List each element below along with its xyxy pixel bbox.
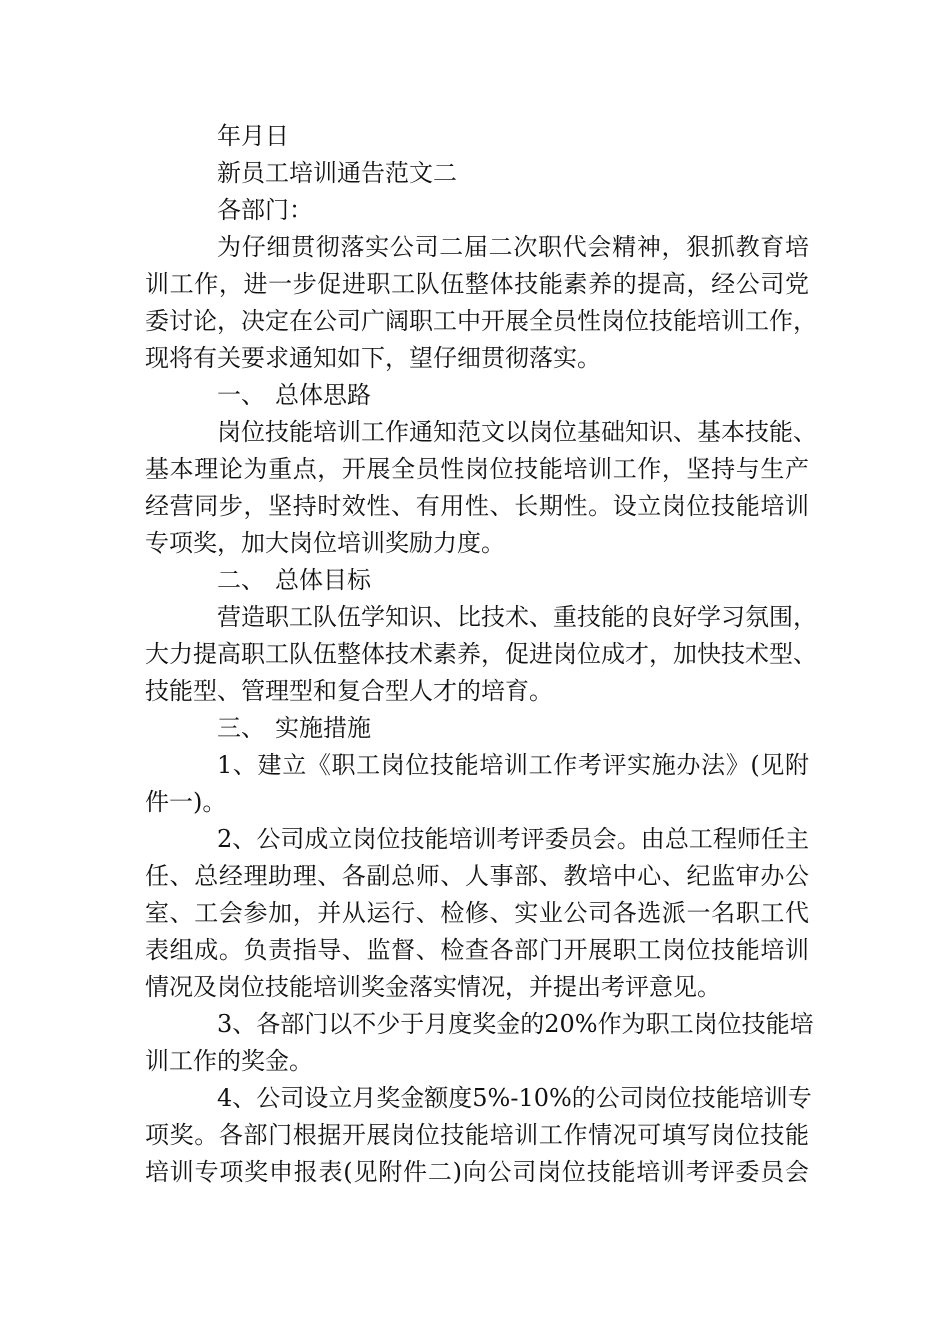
paragraph-line: 3、各部门以不少于月度奖金的20%作为职工岗位技能培 (217, 1010, 814, 1038)
paragraph-line: 4、公司设立月奖金额度5%-10%的公司岗位技能培训专 (217, 1084, 812, 1112)
paragraph-line: 室、工会参加，并从运行、检修、实业公司各选派一名职工代 (145, 899, 809, 927)
section-number: 一、 (217, 381, 265, 409)
paragraph-line: 经营同步，坚持时效性、有用性、长期性。设立岗位技能培训 (145, 492, 809, 520)
document-title: 新员工培训通告范文二 (217, 159, 457, 187)
paragraph-line: 情况及岗位技能培训奖金落实情况，并提出考评意见。 (145, 973, 721, 1001)
document-body (145, 118, 817, 1191)
section-number: 二、 (217, 566, 265, 594)
paragraph-line: 基本理论为重点，开展全员性岗位技能培训工作，坚持与生产 (145, 455, 809, 483)
date-line: 年月日 (217, 122, 289, 150)
paragraph-line: 培训专项奖申报表(见附件二)向公司岗位技能培训考评委员会 (145, 1158, 809, 1186)
section-title: 实施措施 (275, 714, 371, 742)
measure-item-4 (145, 1080, 812, 1191)
paragraph-line: 1、建立《职工岗位技能培训工作考评实施办法》(见附 (217, 751, 809, 779)
section-title: 总体目标 (275, 566, 371, 594)
paragraph-line: 表组成。负责指导、监督、检查各部门开展职工岗位技能培训 (145, 936, 809, 964)
paragraph-line: 岗位技能培训工作通知范文以岗位基础知识、基本技能、 (217, 418, 817, 446)
section-heading-1 (145, 377, 809, 414)
section-2-paragraph (145, 599, 817, 710)
paragraph-line: 件一)。 (145, 788, 227, 816)
paragraph-line: 2、公司成立岗位技能培训考评委员会。由总工程师任主 (217, 825, 809, 853)
measure-item-1 (145, 747, 809, 821)
section-1-paragraph (145, 414, 817, 562)
measure-item-3 (145, 1006, 814, 1080)
paragraph-line: 大力提高职工队伍整体技术素养，促进岗位成才，加快技术型、 (145, 640, 817, 668)
paragraph-line: 任、总经理助理、各副总师、人事部、教培中心、纪监审办公 (145, 862, 809, 890)
paragraph-line: 为仔细贯彻落实公司二届二次职代会精神，狠抓教育培 (217, 233, 809, 261)
paragraph-line: 训工作的奖金。 (145, 1047, 313, 1075)
intro-paragraph (145, 229, 817, 377)
paragraph-line: 训工作，进一步促进职工队伍整体技能素养的提高，经公司党 (145, 270, 809, 298)
paragraph-line: 现将有关要求通知如下，望仔细贯彻落实。 (145, 344, 601, 372)
paragraph-line: 专项奖，加大岗位培训奖励力度。 (145, 529, 505, 557)
salutation: 各部门： (217, 196, 313, 224)
paragraph-line: 委讨论，决定在公司广阔职工中开展全员性岗位技能培训工作， (145, 307, 817, 335)
section-heading-2 (145, 562, 809, 599)
paragraph-line: 营造职工队伍学知识、比技术、重技能的良好学习氛围， (217, 603, 817, 631)
section-title: 总体思路 (275, 381, 371, 409)
section-heading-3 (145, 710, 809, 747)
paragraph-line: 项奖。各部门根据开展岗位技能培训工作情况可填写岗位技能 (145, 1121, 809, 1149)
paragraph-line: 技能型、管理型和复合型人才的培育。 (145, 677, 553, 705)
measure-item-2 (145, 821, 809, 1006)
section-number: 三、 (217, 714, 265, 742)
